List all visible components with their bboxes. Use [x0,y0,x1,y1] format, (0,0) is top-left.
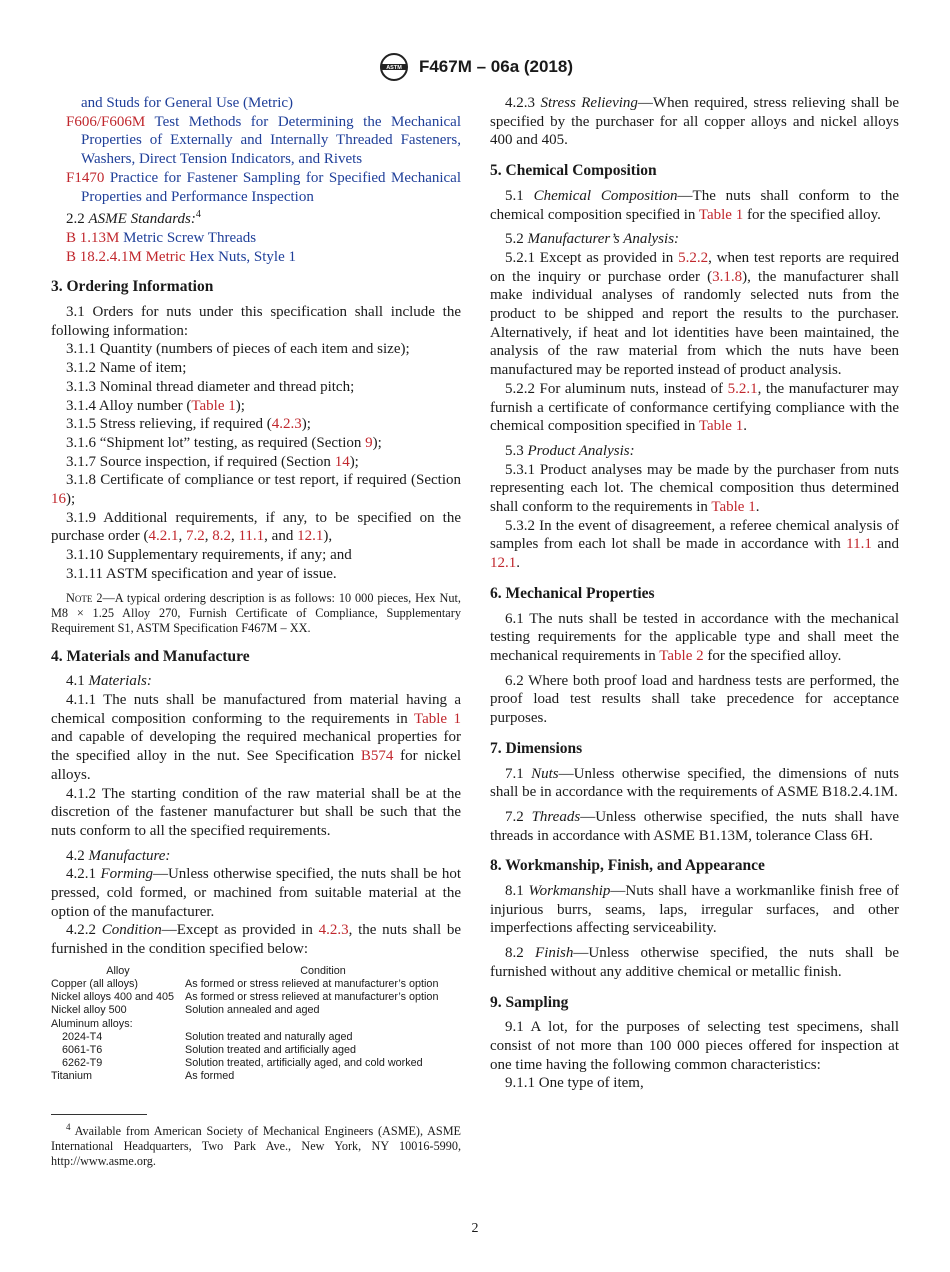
paragraph: 4.1.2 The starting condition of the raw material shall be at the discretion of the fastener manufacturer but shall be such that the nuts conform to all the specified requirements. [51,785,461,839]
paragraph: 9.1 A lot, for the purposes of selecting test specimens, shall consist of not more than 100 000 pieces offered for inspection at one time having the following common characteristics: [490,1019,899,1073]
cross-ref-link[interactable]: 4.2.3 [271,416,302,433]
paragraph: 3.1.10 Supplementary requirements, if any; and [66,547,352,564]
paragraph: 3.1.6 “Shipment lot” testing, as required (Section 9); [66,434,382,451]
table-row [51,978,461,991]
cross-ref-link[interactable]: 14 [334,453,350,470]
column-header: Condition [300,964,346,977]
reference-title-link[interactable]: Test Methods for Determining the Mechanical Properties of Externally and Internally Threaded Fasteners, Washers, Direct Tension Indicators, and Rivets [81,113,461,168]
table-header-row [51,965,461,978]
footnote-divider [51,1114,147,1115]
paragraph: 8.1 Workmanship—Nuts shall have a workmanlike finish free of injurious burrs, seams, laps, irregular surfaces, and other imperfections affecting serviceability. [490,883,900,937]
paragraph: 3.1.2 Name of item; [66,360,187,377]
paragraph: 3.1.7 Source inspection, if required (Section 14); [66,453,359,470]
paragraph: 6.1 The nuts shall be tested in accordance with the mechanical testing requirements for the applicable type and shall meet the mechanical requirements in Table 2 for the specified alloy. [490,610,899,664]
cross-ref-link[interactable]: 7.2 [185,528,205,545]
footnote-ref: 4 [195,209,201,221]
table-cell: Nickel alloys 400 and 405 [51,991,175,1004]
section-heading: 4. Materials and Manufacture [51,647,250,665]
reference-code-link[interactable]: B 1.13M [66,229,120,246]
asme-standards-heading: 2.2 ASME Standards:$^4$ [66,209,201,228]
paragraph: 3.1 Orders for nuts under this specification shall include the following information: [51,304,461,339]
table-row [51,1004,461,1017]
paragraph: 7.1 Nuts—Unless otherwise specified, the dimensions of nuts shall be in accordance with the requirements of ASME B18.2.4.1M. [490,765,900,801]
paragraph: 5.3.2 In the event of disagreement, a referee chemical analysis of samples from each lot shall be made in accordance with 11.1 and 12.1. [490,517,900,572]
section-heading: 5. Chemical Composition [490,162,657,180]
paragraph: 3.1.8 Certificate of compliance or test report, if required (Section 16); [51,472,461,508]
paragraph: 4.2.1 Forming—Unless otherwise specified, the nuts shall be hot pressed, cold formed, or machined from suitable material at the option of the manufacturer. [51,866,461,920]
note-2: Note 2—A typical ordering description is as follows: 10 000 pieces, Hex Nut, M8 × 1.25 Alloy 270, Furnish Certificate of Compliance, Supplementary Requirement S1, ASTM Specification F467M – XX. [51,590,462,635]
table-cell: Solution treated and artificially aged [185,1044,357,1057]
paragraph: 5.2.2 For aluminum nuts, instead of 5.2.1, the manufacturer may furnish a certificate of conformance certifying compliance with the chemical composition specified in Table 1. [490,380,900,435]
page-header [0,52,950,82]
table-cell: 2024-T4 [62,1030,103,1043]
right-column [490,94,899,1093]
reference-f606 [51,113,461,169]
cross-ref-link[interactable]: 9 [365,434,373,451]
paragraph: 3.1.4 Alloy number (Table 1); [66,397,245,414]
table-cell: Solution annealed and aged [185,1004,320,1017]
reference-link[interactable]: and Studs for General Use (Metric) [81,95,294,111]
table-cell: As formed [185,1070,235,1083]
subsection-heading: 5.2 Manufacturer’s Analysis: [505,231,680,248]
cross-ref-link[interactable]: Table 1 [698,418,744,435]
cross-ref-link[interactable]: Table 2 [659,647,704,664]
reference-code-link[interactable]: F1470 [66,169,105,186]
table-cell: As formed or stress relieved at manufacturer’s option [185,978,439,991]
paragraph: 4.1.1 The nuts shall be manufactured from material having a chemical composition conforming to the requirements in Table 1 and capable of developing the required mechanical properties for the specified alloy in the nut. See Specification B574 for nickel alloys. [51,691,461,783]
table-cell: Titanium [51,1070,92,1083]
subsection-heading: 4.2 Manufacture: [66,847,171,864]
paragraph: 5.3.1 Product analyses may be made by the purchaser from nuts representing each lot. The chemical composition thus determined shall conform to the requirements in Table 1. [490,461,899,516]
table-row [51,1031,461,1044]
astm-logo-icon [377,52,411,82]
paragraph: 3.1.5 Stress relieving, if required (4.2.3); [66,416,311,433]
table-cell: 6262-T9 [62,1057,103,1070]
footnote: $^4$ Available from American Society of Mechanical Engineers (ASME), ASME International Headquarters, Two Park Ave., New York, NY 10016-5990, http://www.asme.org. [51,1121,461,1168]
cross-ref-link[interactable]: 5.2.1 [727,380,758,397]
page-number: 2 [471,1221,479,1236]
reference-title-link[interactable]: Practice for Fastener Sampling for Specified Mechanical Properties and Performance Inspection [81,169,461,205]
cross-ref-link[interactable]: 16 [51,491,66,508]
reference-b113 [51,229,461,248]
table-cell: As formed or stress relieved at manufacturer’s option [185,991,439,1004]
table-cell: Solution treated and naturally aged [185,1030,353,1043]
subsection-heading: 5.3 Product Analysis: [505,442,635,459]
cross-ref-link[interactable]: 11.1 [846,536,872,553]
table-row [51,991,461,1004]
section-heading: 6. Mechanical Properties [490,584,655,602]
subsection-heading: 4.1 Materials: [66,673,152,690]
section-heading: 9. Sampling [490,993,569,1011]
paragraph: 6.2 Where both proof load and hardness tests are performed, the proof load test results shall take precedence for acceptance purposes. [490,672,899,727]
paragraph: 3.1.11 ASTM specification and year of issue. [66,565,337,582]
document-designation: F467M – 06a (2018) [418,57,574,76]
condition-table [51,965,461,1084]
table-cell: Solution treated, artificially aged, and cold worked [185,1057,423,1070]
cross-ref-link[interactable]: 8.2 [212,528,231,545]
table-cell: 6061-T6 [62,1044,103,1057]
table-cell: Aluminum alloys: [51,1017,133,1030]
cross-ref-link[interactable]: B574 [360,748,394,765]
paragraph: 3.1.3 Nominal thread diameter and thread pitch; [66,378,355,395]
table-cell: Nickel alloy 500 [51,1004,127,1017]
reference-title-link[interactable]: Metric Screw Threads [123,229,257,246]
cross-ref-link[interactable]: 12.1 [297,528,324,545]
cross-ref-link[interactable]: 11.1 [238,528,265,545]
paragraph: 4.2.2 Condition—Except as provided in 4.2.3, the nuts shall be furnished in the condition specified below: [51,922,461,958]
section-heading: 7. Dimensions [490,739,583,757]
table-row [51,1057,461,1070]
paragraph: 4.2.3 Stress Relieving—When required, stress relieving shall be specified by the purchaser for all copper alloys and nickel alloys 400 and 405. [490,95,900,149]
cross-ref-link[interactable]: Table 1 [711,499,756,516]
reference-title-link[interactable]: Hex Nuts, Style 1 [189,248,296,265]
cross-ref-link[interactable]: Table 1 [698,206,744,223]
reference-code-link[interactable]: B 18.2.4.1M Metric [66,248,186,265]
reference-b18 [51,248,461,267]
paragraph: 5.2.1 Except as provided in 5.2.2, when test reports are required on the inquiry or purchase order (3.1.8), the manufacturer shall make individual analyses of randomly selected nuts from the product to be shipped and report the results to the purchaser. Alternatively, if heat and lot identities have been maintained, the analysis of the raw material from which the nuts have been manufactured may be reported instead of product analysis. [490,249,900,379]
paragraph: 5.1 Chemical Composition—The nuts shall conform to the chemical composition specified in Table 1 for the specified alloy. [490,187,900,223]
section-heading: 8. Workmanship, Finish, and Appearance [490,857,765,875]
cross-ref-link[interactable]: 4.2.3 [318,922,349,939]
cross-ref-link[interactable]: 12.1 [490,555,517,572]
table-row [51,1044,461,1057]
cross-ref-link[interactable]: 5.2.2 [678,249,709,266]
paragraph: 3.1.1 Quantity (numbers of pieces of each item and size); [66,341,410,358]
table-cell [185,1018,461,1031]
table-row [51,1018,461,1031]
cross-ref-link[interactable]: 4.2.1 [148,528,179,545]
table-row [51,1070,461,1083]
reference-code-link[interactable]: F606/F606M [66,113,146,130]
paragraph: 9.1.1 One type of item, [505,1075,644,1092]
paragraph: 8.2 Finish—Unless otherwise specified, the nuts shall be furnished without any additive chemical or metallic finish. [490,945,900,980]
section-heading: 3. Ordering Information [51,278,214,296]
left-column [51,94,461,1169]
astm-logo-text: ASTM [386,65,402,72]
cross-ref-link[interactable]: Table 1 [191,397,236,414]
reference-continuation [51,94,461,113]
paragraph: 3.1.9 Additional requirements, if any, to be specified on the purchase order (4.2.1, 7.2, 8.2, 11.1, and 12.1), [51,509,461,545]
reference-f1470 [51,169,461,206]
table-cell: Copper (all alloys) [51,978,139,991]
cross-ref-link[interactable]: Table 1 [413,710,461,727]
column-header: Alloy [106,964,130,977]
paragraph: 7.2 Threads—Unless otherwise specified, the nuts shall have threads in accordance with ASME B1.13M, tolerance Class 6H. [490,808,900,844]
cross-ref-link[interactable]: 3.1.8 [712,268,743,285]
